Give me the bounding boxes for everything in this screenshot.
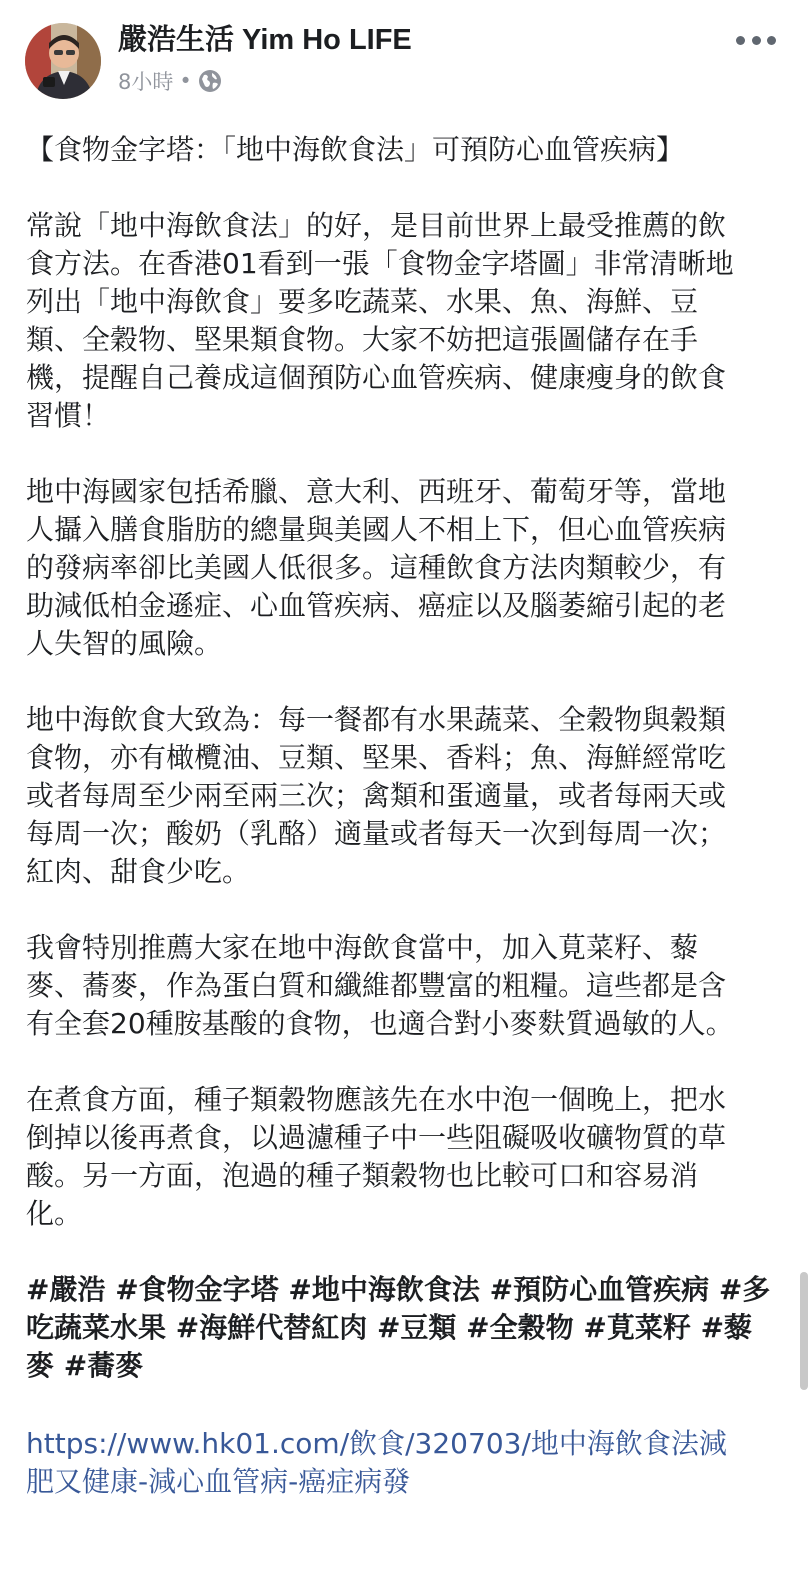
paragraph-4 — [26, 929, 786, 1043]
more-dots-icon — [767, 36, 776, 45]
text-line: 倒掉以後再煮食，以過濾種子中一些阻礙吸收礦物質的草 — [26, 1121, 727, 1154]
text-line: 地中海國家包括希臘、意大利、西班牙、葡萄牙等，當地 — [26, 475, 727, 508]
page-name[interactable]: 嚴浩生活 Yim Ho LIFE — [118, 24, 412, 56]
paragraph-5 — [26, 1081, 786, 1233]
post-title-text: 【食物金字塔：「地中海飲食法」可預防心血管疾病】 — [26, 133, 685, 166]
text-line: 我會特別推薦大家在地中海飲食當中，加入莧菜籽、藜 — [26, 931, 699, 964]
meta-separator: • — [179, 69, 192, 93]
text-line: 助減低柏金遜症、心血管疾病、癌症以及腦萎縮引起的老 — [26, 589, 727, 622]
text-line: 紅肉、甜食少吃。 — [26, 855, 251, 888]
text-line: 食方法。在香港01看到一張「食物金字塔圖」非常清晰地 — [26, 247, 734, 280]
post-title — [26, 131, 786, 169]
text-line: 或者每周至少兩至兩三次；禽類和蛋適量，或者每兩天或 — [26, 779, 727, 812]
text-line: 每周一次；酸奶（乳酪）適量或者每天一次到每周一次； — [26, 817, 727, 850]
text-line: 機，提醒自己養成這個預防心血管疾病、健康瘦身的飲食 — [26, 361, 727, 394]
text-line: 人失智的風險。 — [26, 627, 223, 660]
hashtag-line[interactable]: #嚴浩 #食物金字塔 #地中海飲食法 #預防心血管疾病 #多 — [26, 1273, 771, 1306]
globe-icon[interactable] — [198, 69, 222, 93]
avatar[interactable] — [25, 23, 101, 99]
hashtag-list — [26, 1271, 786, 1385]
text-line: 類、全穀物、堅果類食物。大家不妨把這張圖儲存在手 — [26, 323, 699, 356]
avatar-image — [25, 23, 101, 99]
text-line: 化。 — [26, 1197, 83, 1230]
text-line: 地中海飲食大致為：每一餐都有水果蔬菜、全穀物與穀類 — [26, 703, 727, 736]
text-line: 列出「地中海飲食」要多吃蔬菜、水果、魚、海鮮、豆 — [26, 285, 699, 318]
paragraph-3 — [26, 701, 786, 891]
post-time[interactable]: 8小時 — [118, 70, 174, 94]
text-line: 麥、蕎麥，作為蛋白質和纖維都豐富的粗糧。這些都是含 — [26, 969, 727, 1002]
text-line: 在煮食方面，種子類穀物應該先在水中泡一個晚上，把水 — [26, 1083, 727, 1116]
more-dots-icon — [752, 36, 761, 45]
text-line: 食物，亦有橄欖油、豆類、堅果、香料；魚、海鮮經常吃 — [26, 741, 727, 774]
more-dots-icon — [736, 36, 745, 45]
article-link-line[interactable]: https://www.hk01.com/飲食/320703/地中海飲食法減 — [26, 1427, 727, 1460]
text-line: 習慣！ — [26, 399, 111, 432]
article-link-line[interactable]: 肥又健康-減心血管病-癌症病發 — [26, 1465, 411, 1498]
post-meta — [118, 66, 222, 96]
text-line: 酸。另一方面，泡過的種子類穀物也比較可口和容易消 — [26, 1159, 699, 1192]
paragraph-1 — [26, 207, 786, 435]
more-options-button[interactable] — [736, 30, 776, 50]
text-line: 的發病率卻比美國人低很多。這種飲食方法肉類較少，有 — [26, 551, 727, 584]
text-line: 常說「地中海飲食法」的好，是目前世界上最受推薦的飲 — [26, 209, 727, 242]
hashtag-line[interactable]: 吃蔬菜水果 #海鮮代替紅肉 #豆類 #全穀物 #莧菜籽 #藜 — [26, 1311, 753, 1344]
hashtag-line[interactable]: 麥 #蕎麥 — [26, 1349, 144, 1382]
article-link[interactable] — [26, 1425, 786, 1501]
text-line: 有全套20種胺基酸的食物，也適合對小麥麩質過敏的人。 — [26, 1007, 734, 1040]
post-body — [26, 131, 786, 1539]
text-line: 人攝入膳食脂肪的總量與美國人不相上下，但心血管疾病 — [26, 513, 727, 546]
scrollbar[interactable] — [800, 1272, 808, 1390]
post-header — [0, 0, 810, 118]
paragraph-2 — [26, 473, 786, 663]
